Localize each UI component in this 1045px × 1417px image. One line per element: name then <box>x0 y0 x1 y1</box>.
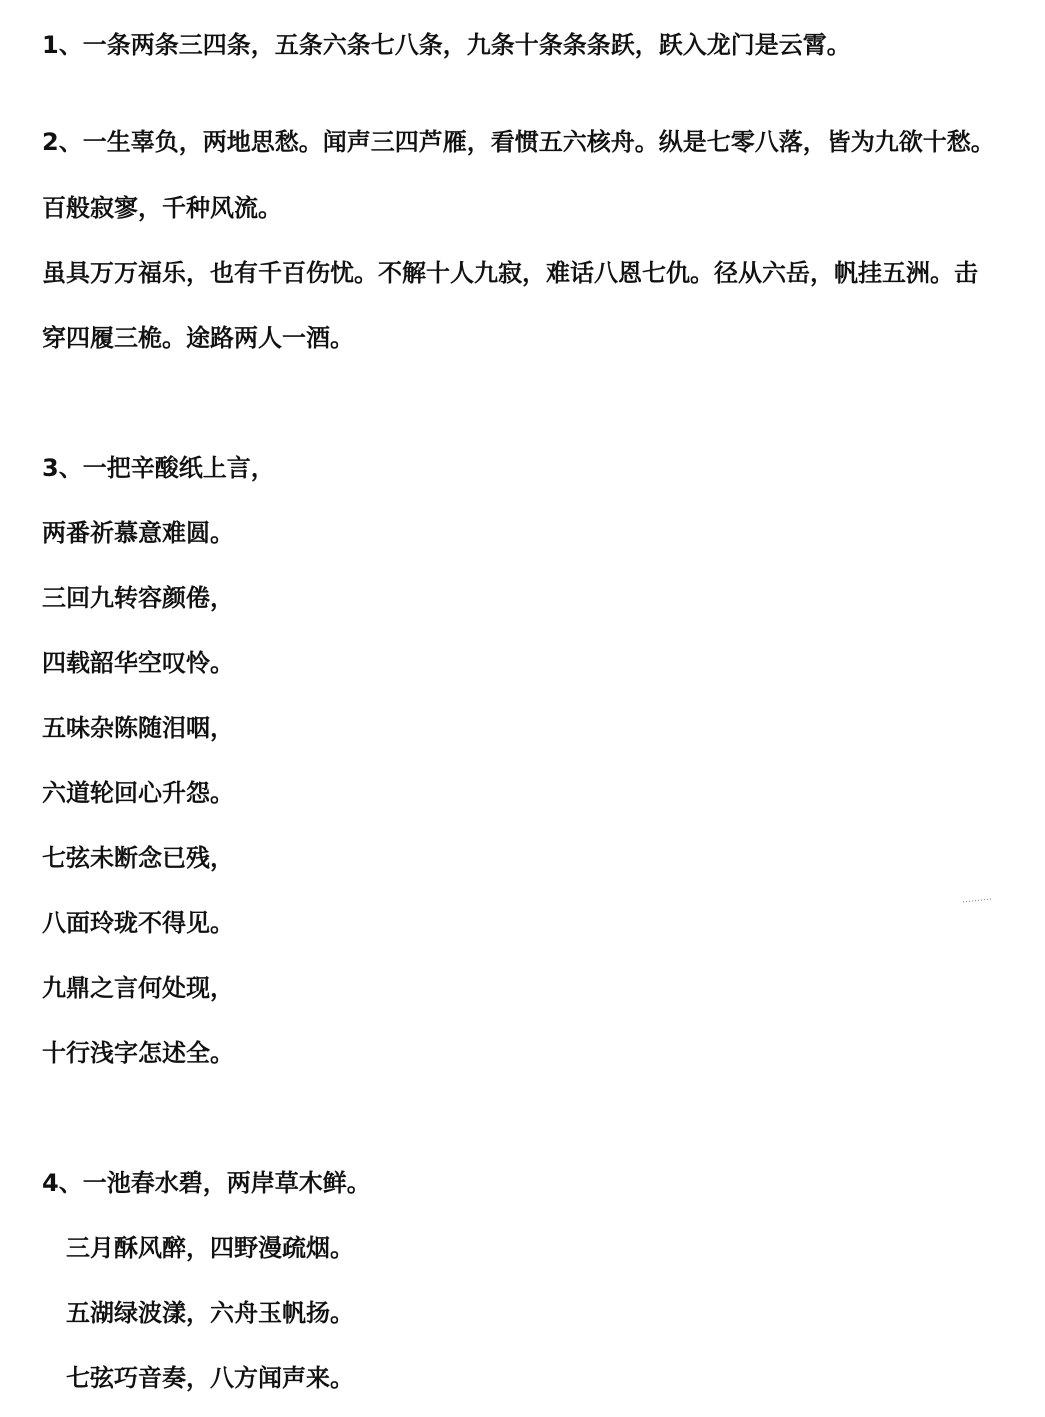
poem-3-line-6: 六道轮回心升怨。 <box>42 779 234 807</box>
poem-3-line-8: 八面玲珑不得见。 <box>42 909 234 937</box>
poem-3-line-7: 七弦未断念已残， <box>42 844 234 872</box>
poem-2-line-1: 2、一生辜负，两地思愁。闻声三四芦雁，看惯五六核舟。纵是七零八落，皆为九欲十愁。 <box>42 128 995 156</box>
poem-3-line-10: 十行浅字怎述全。 <box>42 1039 234 1067</box>
poem-4-line-3: 五湖绿波漾，六舟玉帆扬。 <box>66 1299 354 1327</box>
scan-speck-mark <box>962 897 992 903</box>
poem-1-line-1: 1、一条两条三四条，五条六条七八条，九条十条条条跃，跃入龙门是云霄。 <box>42 31 851 59</box>
poem-3-line-3: 三回九转容颜倦， <box>42 584 234 612</box>
poem-4-line-2: 三月酥风醉，四野漫疏烟。 <box>66 1234 354 1262</box>
poem-4-line-4: 七弦巧音奏，八方闻声来。 <box>66 1364 354 1392</box>
poem-2-line-4: 穿四履三桅。途路两人一酒。 <box>42 324 354 352</box>
poem-3-line-2: 两番祈慕意难圆。 <box>42 519 234 547</box>
poem-2-line-2: 百般寂寥，千种风流。 <box>42 194 282 222</box>
poem-3-line-1: 3、一把辛酸纸上言， <box>42 454 275 482</box>
poem-2-line-3: 虽具万万福乐，也有千百伤忧。不解十人九寂，难话八恩七仇。径从六岳，帆挂五洲。击 <box>42 259 978 287</box>
poem-3-line-4: 四载韶华空叹怜。 <box>42 649 234 677</box>
poem-3-line-5: 五味杂陈随泪咽， <box>42 714 234 742</box>
poem-4-line-1: 4、一池春水碧，两岸草木鲜。 <box>42 1169 371 1197</box>
poem-3-line-9: 九鼎之言何处现， <box>42 974 234 1002</box>
